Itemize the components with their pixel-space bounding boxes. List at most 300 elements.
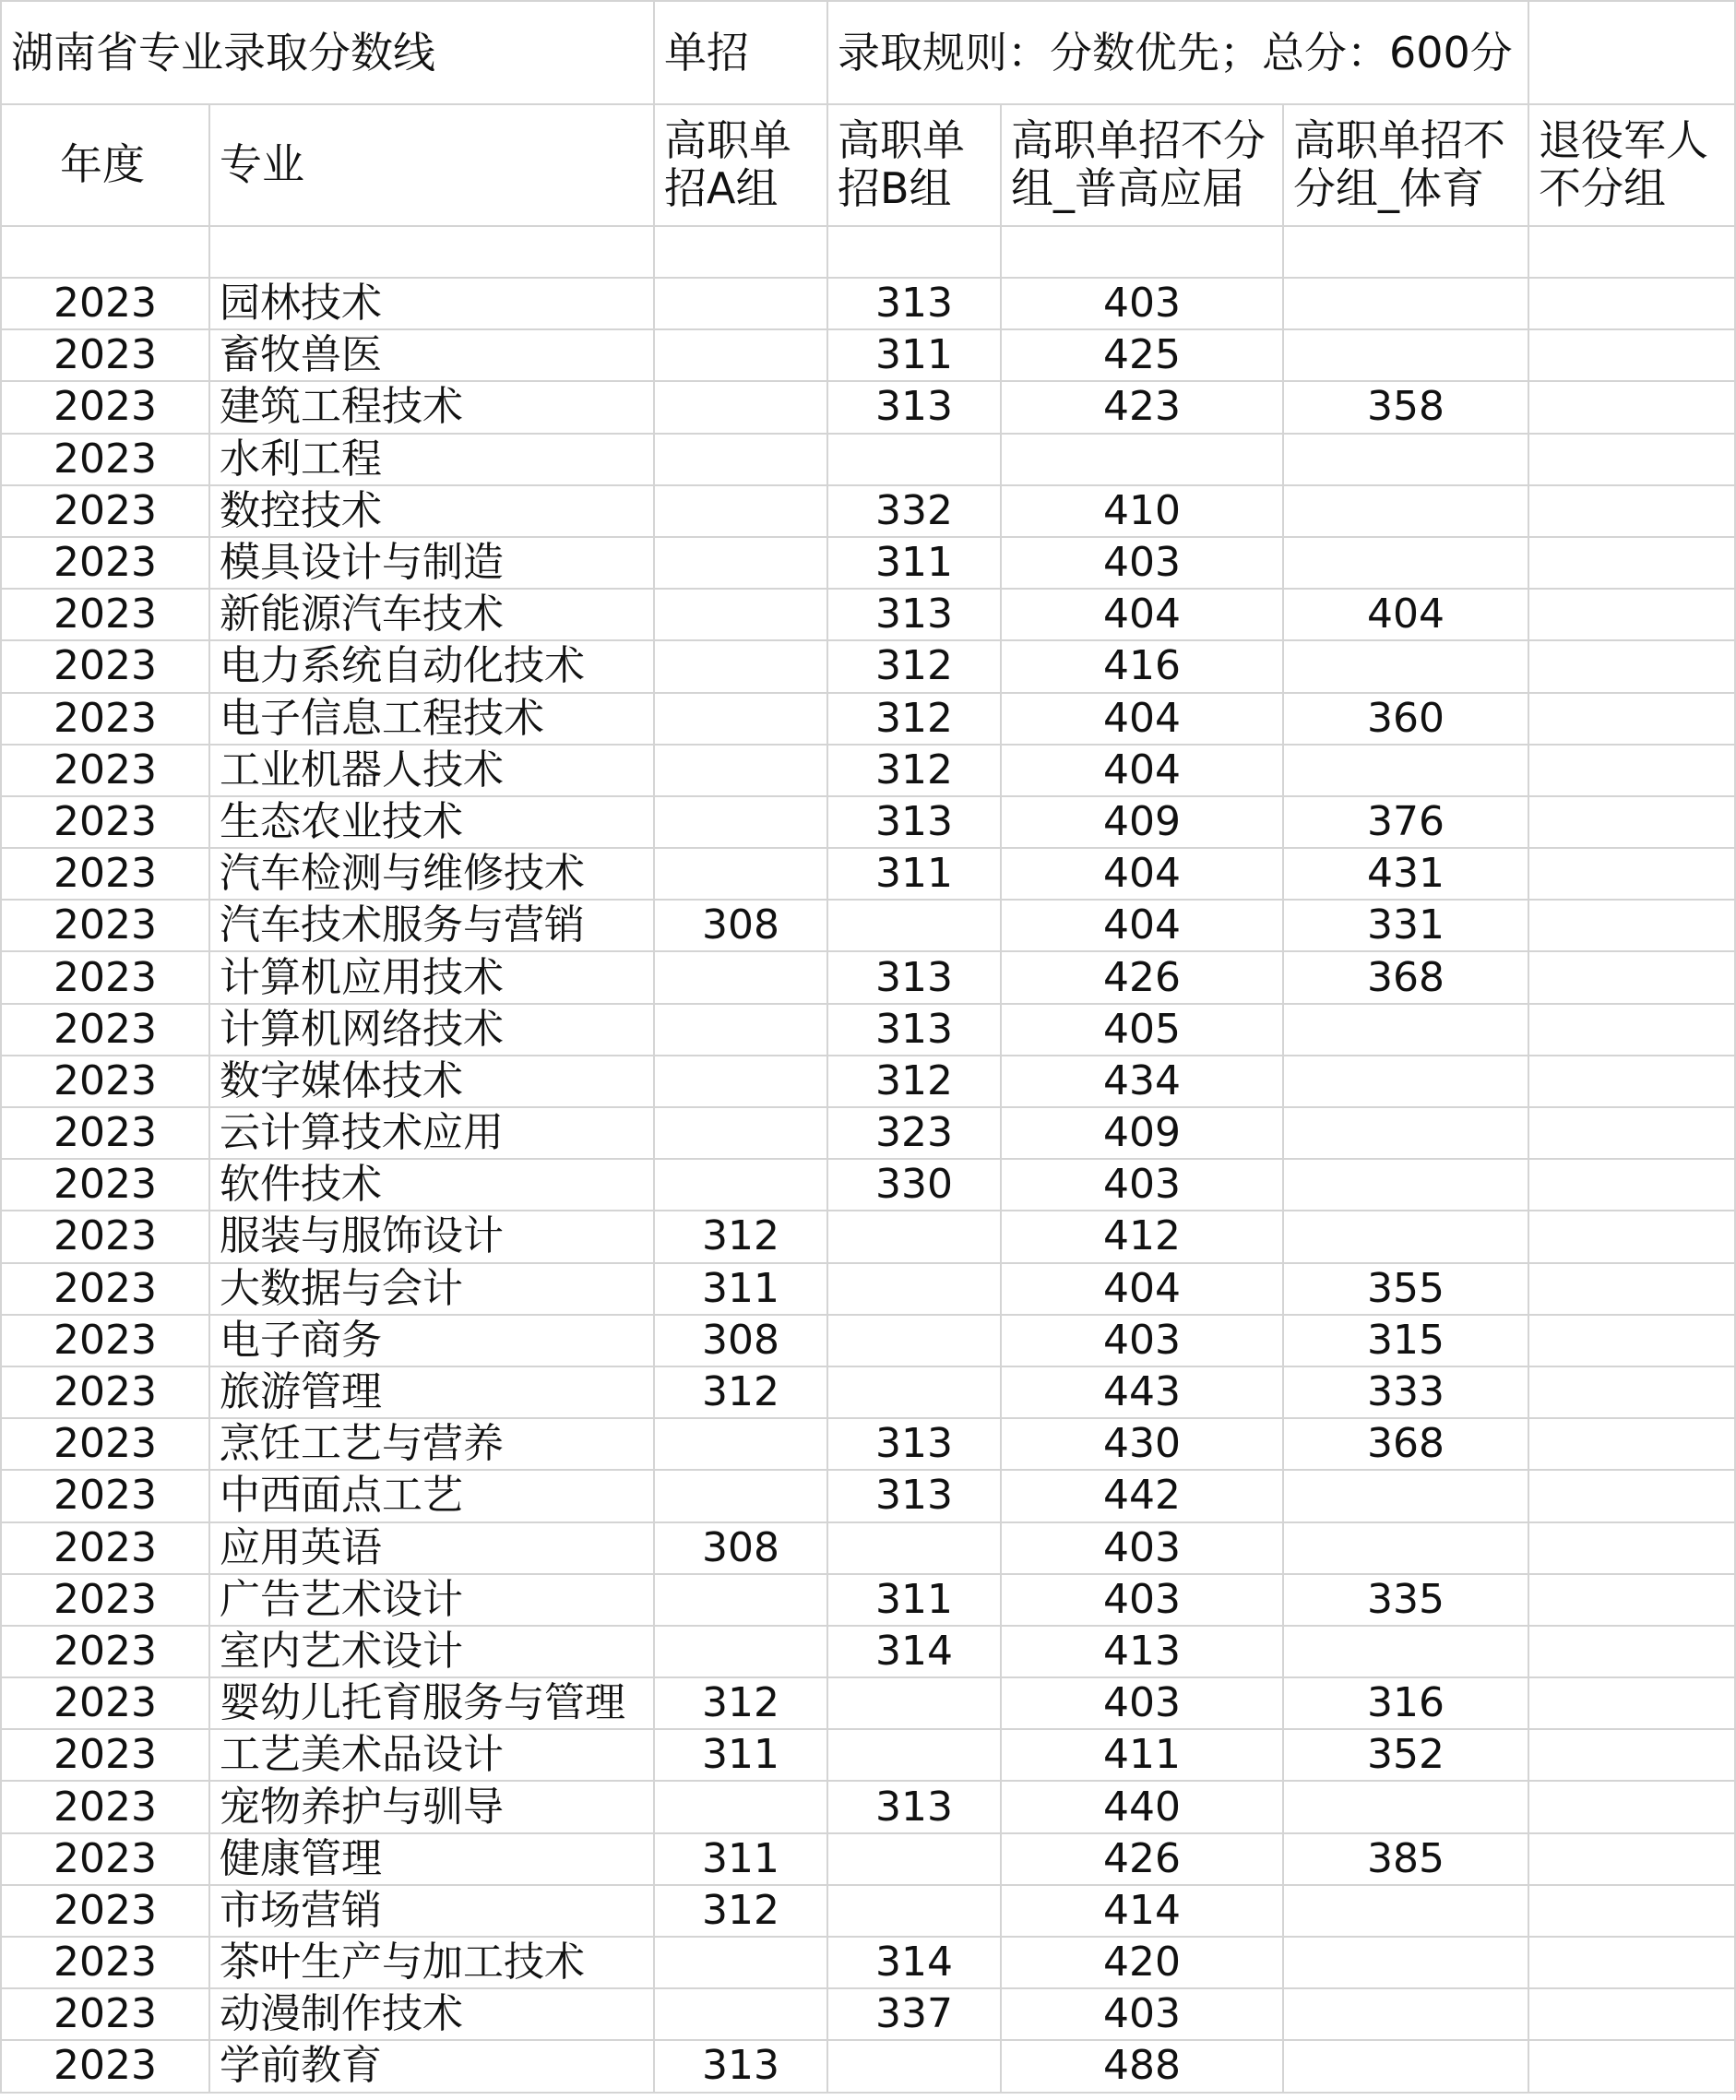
admission-rule-cell[interactable]: 录取规则：分数优先；总分：600分: [827, 1, 1528, 104]
year-cell[interactable]: 2023: [1, 1107, 209, 1159]
general-high-school-score-cell[interactable]: 414: [1001, 1885, 1283, 1937]
table-row: [1, 693, 1735, 745]
group-b-score-cell[interactable]: [827, 1729, 1001, 1781]
table-row: [1, 1729, 1735, 1781]
empty-cell[interactable]: [827, 226, 1001, 278]
group-a-score-cell[interactable]: [654, 329, 827, 381]
year-cell[interactable]: 2023: [1, 434, 209, 485]
year-cell[interactable]: 2023: [1, 2040, 209, 2092]
year-cell[interactable]: 2023: [1, 640, 209, 692]
major-cell[interactable]: 园林技术: [209, 278, 654, 329]
blank-row: [1, 226, 1735, 278]
major-cell[interactable]: 服装与服饰设计: [209, 1211, 654, 1262]
sheet-title[interactable]: 湖南省专业录取分数线: [1, 1, 654, 104]
major-cell[interactable]: 畜牧兽医: [209, 329, 654, 381]
general-high-school-score-cell[interactable]: 420: [1001, 1937, 1283, 1988]
sports-score-cell[interactable]: [1283, 1211, 1528, 1262]
table-row: [1, 1056, 1735, 1107]
veterans-score-cell[interactable]: [1528, 589, 1735, 640]
group-b-score-cell[interactable]: [827, 434, 1001, 485]
sports-score-cell[interactable]: [1283, 1159, 1528, 1211]
sports-score-cell[interactable]: [1283, 1885, 1528, 1937]
veterans-score-cell[interactable]: [1528, 1263, 1735, 1315]
group-b-score-cell[interactable]: 313: [827, 589, 1001, 640]
table-row: [1, 1833, 1735, 1885]
group-b-score-cell[interactable]: 311: [827, 329, 1001, 381]
column-header-general-high-school[interactable]: 高职单招不分组_普高应届: [1001, 104, 1283, 226]
veterans-score-cell[interactable]: [1528, 1315, 1735, 1366]
empty-cell[interactable]: [1283, 226, 1528, 278]
empty-cell[interactable]: [1001, 226, 1283, 278]
sports-score-cell[interactable]: 385: [1283, 1833, 1528, 1885]
sports-score-cell[interactable]: 355: [1283, 1263, 1528, 1315]
title-row: [1, 1, 1735, 104]
general-high-school-score-cell[interactable]: 403: [1001, 1522, 1283, 1574]
year-cell[interactable]: 2023: [1, 1885, 209, 1937]
general-high-school-score-cell[interactable]: 425: [1001, 329, 1283, 381]
column-header-group-b[interactable]: 高职单招B组: [827, 104, 1001, 226]
group-a-score-cell[interactable]: [654, 1107, 827, 1159]
major-cell[interactable]: 数字媒体技术: [209, 1056, 654, 1107]
veterans-score-cell[interactable]: [1528, 329, 1735, 381]
year-cell[interactable]: 2023: [1, 1315, 209, 1366]
year-cell[interactable]: 2023: [1, 900, 209, 951]
group-b-score-cell[interactable]: 313: [827, 1004, 1001, 1056]
group-a-score-cell[interactable]: [654, 434, 827, 485]
sports-score-cell[interactable]: 404: [1283, 589, 1528, 640]
year-cell[interactable]: 2023: [1, 329, 209, 381]
major-cell[interactable]: 宠物养护与驯导: [209, 1781, 654, 1832]
group-a-score-cell[interactable]: [654, 1988, 827, 2040]
sports-score-cell[interactable]: 358: [1283, 381, 1528, 433]
empty-cell[interactable]: [654, 226, 827, 278]
major-cell[interactable]: 学前教育: [209, 2040, 654, 2092]
group-b-score-cell[interactable]: 313: [827, 1470, 1001, 1521]
year-cell[interactable]: 2023: [1, 1470, 209, 1521]
group-b-score-cell[interactable]: 332: [827, 485, 1001, 537]
veterans-score-cell[interactable]: [1528, 1626, 1735, 1677]
year-cell[interactable]: 2023: [1, 1056, 209, 1107]
major-cell[interactable]: 电力系统自动化技术: [209, 640, 654, 692]
major-cell[interactable]: 计算机应用技术: [209, 951, 654, 1003]
major-cell[interactable]: 新能源汽车技术: [209, 589, 654, 640]
group-b-score-cell[interactable]: 314: [827, 1626, 1001, 1677]
veterans-score-cell[interactable]: [1528, 1470, 1735, 1521]
major-cell[interactable]: 大数据与会计: [209, 1263, 654, 1315]
group-a-score-cell[interactable]: [654, 589, 827, 640]
year-cell[interactable]: 2023: [1, 1729, 209, 1781]
sports-score-cell[interactable]: [1283, 434, 1528, 485]
group-a-score-cell[interactable]: 312: [654, 1885, 827, 1937]
admission-type-cell[interactable]: 单招: [654, 1, 827, 104]
group-a-score-cell[interactable]: [654, 1470, 827, 1521]
table-row: [1, 1470, 1735, 1521]
general-high-school-score-cell[interactable]: 403: [1001, 1677, 1283, 1729]
sports-score-cell[interactable]: [1283, 1937, 1528, 1988]
year-cell[interactable]: 2023: [1, 1937, 209, 1988]
year-cell[interactable]: 2023: [1, 796, 209, 848]
group-b-score-cell[interactable]: 312: [827, 640, 1001, 692]
year-cell[interactable]: 2023: [1, 1574, 209, 1626]
veterans-score-cell[interactable]: [1528, 381, 1735, 433]
group-b-score-cell[interactable]: 313: [827, 381, 1001, 433]
veterans-score-cell[interactable]: [1528, 1988, 1735, 2040]
veterans-score-cell[interactable]: [1528, 1211, 1735, 1262]
group-b-score-cell[interactable]: 323: [827, 1107, 1001, 1159]
major-cell[interactable]: 广告艺术设计: [209, 1574, 654, 1626]
veterans-score-cell[interactable]: [1528, 848, 1735, 900]
group-a-score-cell[interactable]: 308: [654, 1522, 827, 1574]
general-high-school-score-cell[interactable]: 403: [1001, 537, 1283, 589]
group-a-score-cell[interactable]: [654, 1781, 827, 1832]
general-high-school-score-cell[interactable]: 409: [1001, 1107, 1283, 1159]
sports-score-cell[interactable]: [1283, 1626, 1528, 1677]
group-a-score-cell[interactable]: [654, 745, 827, 796]
general-high-school-score-cell[interactable]: 404: [1001, 900, 1283, 951]
table-row: [1, 2040, 1735, 2092]
group-a-score-cell[interactable]: [654, 278, 827, 329]
major-cell[interactable]: 生态农业技术: [209, 796, 654, 848]
group-b-score-cell[interactable]: 311: [827, 537, 1001, 589]
group-b-score-cell[interactable]: 330: [827, 1159, 1001, 1211]
veterans-score-cell[interactable]: [1528, 1833, 1735, 1885]
sports-score-cell[interactable]: [1283, 278, 1528, 329]
major-cell[interactable]: 数控技术: [209, 485, 654, 537]
general-high-school-score-cell[interactable]: 434: [1001, 1056, 1283, 1107]
group-b-score-cell[interactable]: [827, 900, 1001, 951]
table-row: [1, 1159, 1735, 1211]
group-a-score-cell[interactable]: [654, 485, 827, 537]
general-high-school-score-cell[interactable]: 403: [1001, 1574, 1283, 1626]
major-cell[interactable]: 中西面点工艺: [209, 1470, 654, 1521]
header-row: [1, 104, 1735, 226]
group-b-score-cell[interactable]: [827, 1366, 1001, 1418]
column-header-veterans[interactable]: 退役军人不分组: [1528, 104, 1735, 226]
year-cell[interactable]: 2023: [1, 278, 209, 329]
veterans-score-cell[interactable]: [1528, 434, 1735, 485]
table-row: [1, 1574, 1735, 1626]
general-high-school-score-cell[interactable]: 426: [1001, 951, 1283, 1003]
table-row: [1, 1418, 1735, 1470]
year-cell[interactable]: 2023: [1, 848, 209, 900]
general-high-school-score-cell[interactable]: 412: [1001, 1211, 1283, 1262]
group-b-score-cell[interactable]: [827, 1522, 1001, 1574]
table-row: [1, 329, 1735, 381]
sports-score-cell[interactable]: [1283, 2040, 1528, 2092]
general-high-school-score-cell[interactable]: 443: [1001, 1366, 1283, 1418]
group-b-score-cell[interactable]: [827, 1885, 1001, 1937]
sports-score-cell[interactable]: 368: [1283, 951, 1528, 1003]
general-high-school-score-cell[interactable]: 409: [1001, 796, 1283, 848]
veterans-score-cell[interactable]: [1528, 900, 1735, 951]
table-row: [1, 1626, 1735, 1677]
group-a-score-cell[interactable]: 311: [654, 1833, 827, 1885]
general-high-school-score-cell[interactable]: 442: [1001, 1470, 1283, 1521]
group-b-score-cell[interactable]: 313: [827, 1781, 1001, 1832]
table-row: [1, 951, 1735, 1003]
group-b-score-cell[interactable]: 312: [827, 1056, 1001, 1107]
sports-score-cell[interactable]: 376: [1283, 796, 1528, 848]
group-a-score-cell[interactable]: [654, 693, 827, 745]
major-cell[interactable]: 工艺美术品设计: [209, 1729, 654, 1781]
year-cell[interactable]: 2023: [1, 1159, 209, 1211]
table-row: [1, 1004, 1735, 1056]
veterans-score-cell[interactable]: [1528, 1729, 1735, 1781]
general-high-school-score-cell[interactable]: 488: [1001, 2040, 1283, 2092]
sports-score-cell[interactable]: [1283, 1988, 1528, 2040]
general-high-school-score-cell[interactable]: 404: [1001, 1263, 1283, 1315]
group-a-score-cell[interactable]: 311: [654, 1729, 827, 1781]
sports-score-cell[interactable]: [1283, 485, 1528, 537]
table-row: [1, 1211, 1735, 1262]
group-b-score-cell[interactable]: 311: [827, 1574, 1001, 1626]
group-b-score-cell[interactable]: [827, 1263, 1001, 1315]
group-b-score-cell[interactable]: 312: [827, 745, 1001, 796]
table-row: [1, 900, 1735, 951]
veterans-score-cell[interactable]: [1528, 1056, 1735, 1107]
major-cell[interactable]: 市场营销: [209, 1885, 654, 1937]
major-cell[interactable]: 建筑工程技术: [209, 381, 654, 433]
general-high-school-score-cell[interactable]: 403: [1001, 1315, 1283, 1366]
general-high-school-score-cell[interactable]: 405: [1001, 1004, 1283, 1056]
year-cell[interactable]: 2023: [1, 1988, 209, 2040]
table-row: [1, 1315, 1735, 1366]
year-cell[interactable]: 2023: [1, 485, 209, 537]
major-cell[interactable]: 计算机网络技术: [209, 1004, 654, 1056]
veterans-score-cell[interactable]: [1528, 1004, 1735, 1056]
sports-score-cell[interactable]: [1283, 1056, 1528, 1107]
group-b-score-cell[interactable]: [827, 1833, 1001, 1885]
veterans-score-cell[interactable]: [1528, 951, 1735, 1003]
major-cell[interactable]: 室内艺术设计: [209, 1626, 654, 1677]
sports-score-cell[interactable]: 331: [1283, 900, 1528, 951]
group-a-score-cell[interactable]: [654, 796, 827, 848]
general-high-school-score-cell[interactable]: 404: [1001, 693, 1283, 745]
major-cell[interactable]: 应用英语: [209, 1522, 654, 1574]
table-row: [1, 381, 1735, 433]
group-a-score-cell[interactable]: [654, 1937, 827, 1988]
major-cell[interactable]: 动漫制作技术: [209, 1988, 654, 2040]
table-row: [1, 1522, 1735, 1574]
sports-score-cell[interactable]: 333: [1283, 1366, 1528, 1418]
group-b-score-cell[interactable]: 312: [827, 693, 1001, 745]
year-cell[interactable]: 2023: [1, 589, 209, 640]
major-cell[interactable]: 旅游管理: [209, 1366, 654, 1418]
group-b-score-cell[interactable]: [827, 1315, 1001, 1366]
sports-score-cell[interactable]: 335: [1283, 1574, 1528, 1626]
major-cell[interactable]: 水利工程: [209, 434, 654, 485]
sports-score-cell[interactable]: [1283, 537, 1528, 589]
sports-score-cell[interactable]: [1283, 329, 1528, 381]
general-high-school-score-cell[interactable]: 404: [1001, 589, 1283, 640]
veterans-score-cell[interactable]: [1528, 485, 1735, 537]
sports-score-cell[interactable]: [1283, 745, 1528, 796]
year-cell[interactable]: 2023: [1, 1004, 209, 1056]
veterans-score-cell[interactable]: [1528, 640, 1735, 692]
table-row: [1, 1366, 1735, 1418]
empty-cell[interactable]: [1, 226, 209, 278]
year-cell[interactable]: 2023: [1, 1366, 209, 1418]
group-a-score-cell[interactable]: [654, 640, 827, 692]
group-a-score-cell[interactable]: 312: [654, 1366, 827, 1418]
major-cell[interactable]: 电子商务: [209, 1315, 654, 1366]
group-a-score-cell[interactable]: [654, 848, 827, 900]
year-cell[interactable]: 2023: [1, 1418, 209, 1470]
veterans-score-cell[interactable]: [1528, 1418, 1735, 1470]
veterans-score-cell[interactable]: [1528, 1885, 1735, 1937]
group-a-score-cell[interactable]: 311: [654, 1263, 827, 1315]
sports-score-cell[interactable]: 315: [1283, 1315, 1528, 1366]
group-a-score-cell[interactable]: [654, 1574, 827, 1626]
group-a-score-cell[interactable]: [654, 1418, 827, 1470]
major-cell[interactable]: 云计算技术应用: [209, 1107, 654, 1159]
year-cell[interactable]: 2023: [1, 745, 209, 796]
table-row: [1, 745, 1735, 796]
veterans-score-cell[interactable]: [1528, 278, 1735, 329]
veterans-score-cell[interactable]: [1528, 745, 1735, 796]
table-row: [1, 796, 1735, 848]
group-b-score-cell[interactable]: 313: [827, 796, 1001, 848]
sports-score-cell[interactable]: [1283, 1781, 1528, 1832]
general-high-school-score-cell[interactable]: 403: [1001, 1988, 1283, 2040]
sports-score-cell[interactable]: [1283, 1107, 1528, 1159]
general-high-school-score-cell[interactable]: 430: [1001, 1418, 1283, 1470]
table-row: [1, 485, 1735, 537]
group-b-score-cell[interactable]: 313: [827, 278, 1001, 329]
year-cell[interactable]: 2023: [1, 1833, 209, 1885]
group-a-score-cell[interactable]: [654, 1159, 827, 1211]
major-cell[interactable]: 工业机器人技术: [209, 745, 654, 796]
table-row: [1, 1677, 1735, 1729]
table-row: [1, 640, 1735, 692]
table-row: [1, 1988, 1735, 2040]
group-a-score-cell[interactable]: 313: [654, 2040, 827, 2092]
general-high-school-score-cell[interactable]: 423: [1001, 381, 1283, 433]
group-a-score-cell[interactable]: [654, 381, 827, 433]
group-a-score-cell[interactable]: 312: [654, 1211, 827, 1262]
group-a-score-cell[interactable]: 308: [654, 1315, 827, 1366]
major-cell[interactable]: 婴幼儿托育服务与管理: [209, 1677, 654, 1729]
veterans-score-cell[interactable]: [1528, 1574, 1735, 1626]
empty-cell[interactable]: [1528, 226, 1735, 278]
empty-title-cell[interactable]: [1528, 1, 1735, 104]
table-row: [1, 848, 1735, 900]
year-cell[interactable]: 2023: [1, 1263, 209, 1315]
veterans-score-cell[interactable]: [1528, 1366, 1735, 1418]
sports-score-cell[interactable]: 431: [1283, 848, 1528, 900]
year-cell[interactable]: 2023: [1, 1211, 209, 1262]
group-b-score-cell[interactable]: [827, 2040, 1001, 2092]
group-a-score-cell[interactable]: [654, 1004, 827, 1056]
group-b-score-cell[interactable]: [827, 1677, 1001, 1729]
general-high-school-score-cell[interactable]: 440: [1001, 1781, 1283, 1832]
major-cell[interactable]: 烹饪工艺与营养: [209, 1418, 654, 1470]
year-cell[interactable]: 2023: [1, 1626, 209, 1677]
group-a-score-cell[interactable]: [654, 1626, 827, 1677]
major-cell[interactable]: 软件技术: [209, 1159, 654, 1211]
general-high-school-score-cell[interactable]: 410: [1001, 485, 1283, 537]
year-cell[interactable]: 2023: [1, 1522, 209, 1574]
major-cell[interactable]: 模具设计与制造: [209, 537, 654, 589]
table-row: [1, 1937, 1735, 1988]
veterans-score-cell[interactable]: [1528, 1107, 1735, 1159]
sports-score-cell[interactable]: 316: [1283, 1677, 1528, 1729]
major-cell[interactable]: 汽车检测与维修技术: [209, 848, 654, 900]
general-high-school-score-cell[interactable]: [1001, 434, 1283, 485]
general-high-school-score-cell[interactable]: 426: [1001, 1833, 1283, 1885]
group-a-score-cell[interactable]: [654, 537, 827, 589]
group-a-score-cell[interactable]: [654, 951, 827, 1003]
veterans-score-cell[interactable]: [1528, 1677, 1735, 1729]
table-row: [1, 1263, 1735, 1315]
empty-cell[interactable]: [209, 226, 654, 278]
table-row: [1, 434, 1735, 485]
general-high-school-score-cell[interactable]: 403: [1001, 1159, 1283, 1211]
general-high-school-score-cell[interactable]: 403: [1001, 278, 1283, 329]
sports-score-cell[interactable]: 368: [1283, 1418, 1528, 1470]
group-a-score-cell[interactable]: [654, 1056, 827, 1107]
veterans-score-cell[interactable]: [1528, 2040, 1735, 2092]
veterans-score-cell[interactable]: [1528, 1159, 1735, 1211]
general-high-school-score-cell[interactable]: 411: [1001, 1729, 1283, 1781]
table-row: [1, 1885, 1735, 1937]
major-cell[interactable]: 健康管理: [209, 1833, 654, 1885]
year-cell[interactable]: 2023: [1, 1677, 209, 1729]
table-row: [1, 278, 1735, 329]
sports-score-cell[interactable]: [1283, 1004, 1528, 1056]
group-b-score-cell[interactable]: 313: [827, 1418, 1001, 1470]
veterans-score-cell[interactable]: [1528, 537, 1735, 589]
veterans-score-cell[interactable]: [1528, 1781, 1735, 1832]
sports-score-cell[interactable]: 360: [1283, 693, 1528, 745]
general-high-school-score-cell[interactable]: 416: [1001, 640, 1283, 692]
group-b-score-cell[interactable]: 314: [827, 1937, 1001, 1988]
sports-score-cell[interactable]: [1283, 1522, 1528, 1574]
group-b-score-cell[interactable]: 313: [827, 951, 1001, 1003]
veterans-score-cell[interactable]: [1528, 1937, 1735, 1988]
veterans-score-cell[interactable]: [1528, 1522, 1735, 1574]
group-b-score-cell[interactable]: 337: [827, 1988, 1001, 2040]
group-b-score-cell[interactable]: 311: [827, 848, 1001, 900]
table-row: [1, 1107, 1735, 1159]
table-row: [1, 537, 1735, 589]
year-cell[interactable]: 2023: [1, 951, 209, 1003]
column-header-group-a[interactable]: 高职单招A组: [654, 104, 827, 226]
table-row: [1, 1781, 1735, 1832]
year-cell[interactable]: 2023: [1, 537, 209, 589]
major-cell[interactable]: 汽车技术服务与营销: [209, 900, 654, 951]
group-a-score-cell[interactable]: 308: [654, 900, 827, 951]
group-a-score-cell[interactable]: 312: [654, 1677, 827, 1729]
veterans-score-cell[interactable]: [1528, 693, 1735, 745]
sports-score-cell[interactable]: [1283, 640, 1528, 692]
major-cell[interactable]: 茶叶生产与加工技术: [209, 1937, 654, 1988]
year-cell[interactable]: 2023: [1, 1781, 209, 1832]
sports-score-cell[interactable]: 352: [1283, 1729, 1528, 1781]
group-b-score-cell[interactable]: [827, 1211, 1001, 1262]
general-high-school-score-cell[interactable]: 413: [1001, 1626, 1283, 1677]
sports-score-cell[interactable]: [1283, 1470, 1528, 1521]
column-header-sports[interactable]: 高职单招不分组_体育: [1283, 104, 1528, 226]
column-header-major[interactable]: 专业: [209, 104, 654, 226]
year-cell[interactable]: 2023: [1, 381, 209, 433]
veterans-score-cell[interactable]: [1528, 796, 1735, 848]
major-cell[interactable]: 电子信息工程技术: [209, 693, 654, 745]
general-high-school-score-cell[interactable]: 404: [1001, 745, 1283, 796]
year-cell[interactable]: 2023: [1, 693, 209, 745]
general-high-school-score-cell[interactable]: 404: [1001, 848, 1283, 900]
column-header-year[interactable]: 年度: [1, 104, 209, 226]
